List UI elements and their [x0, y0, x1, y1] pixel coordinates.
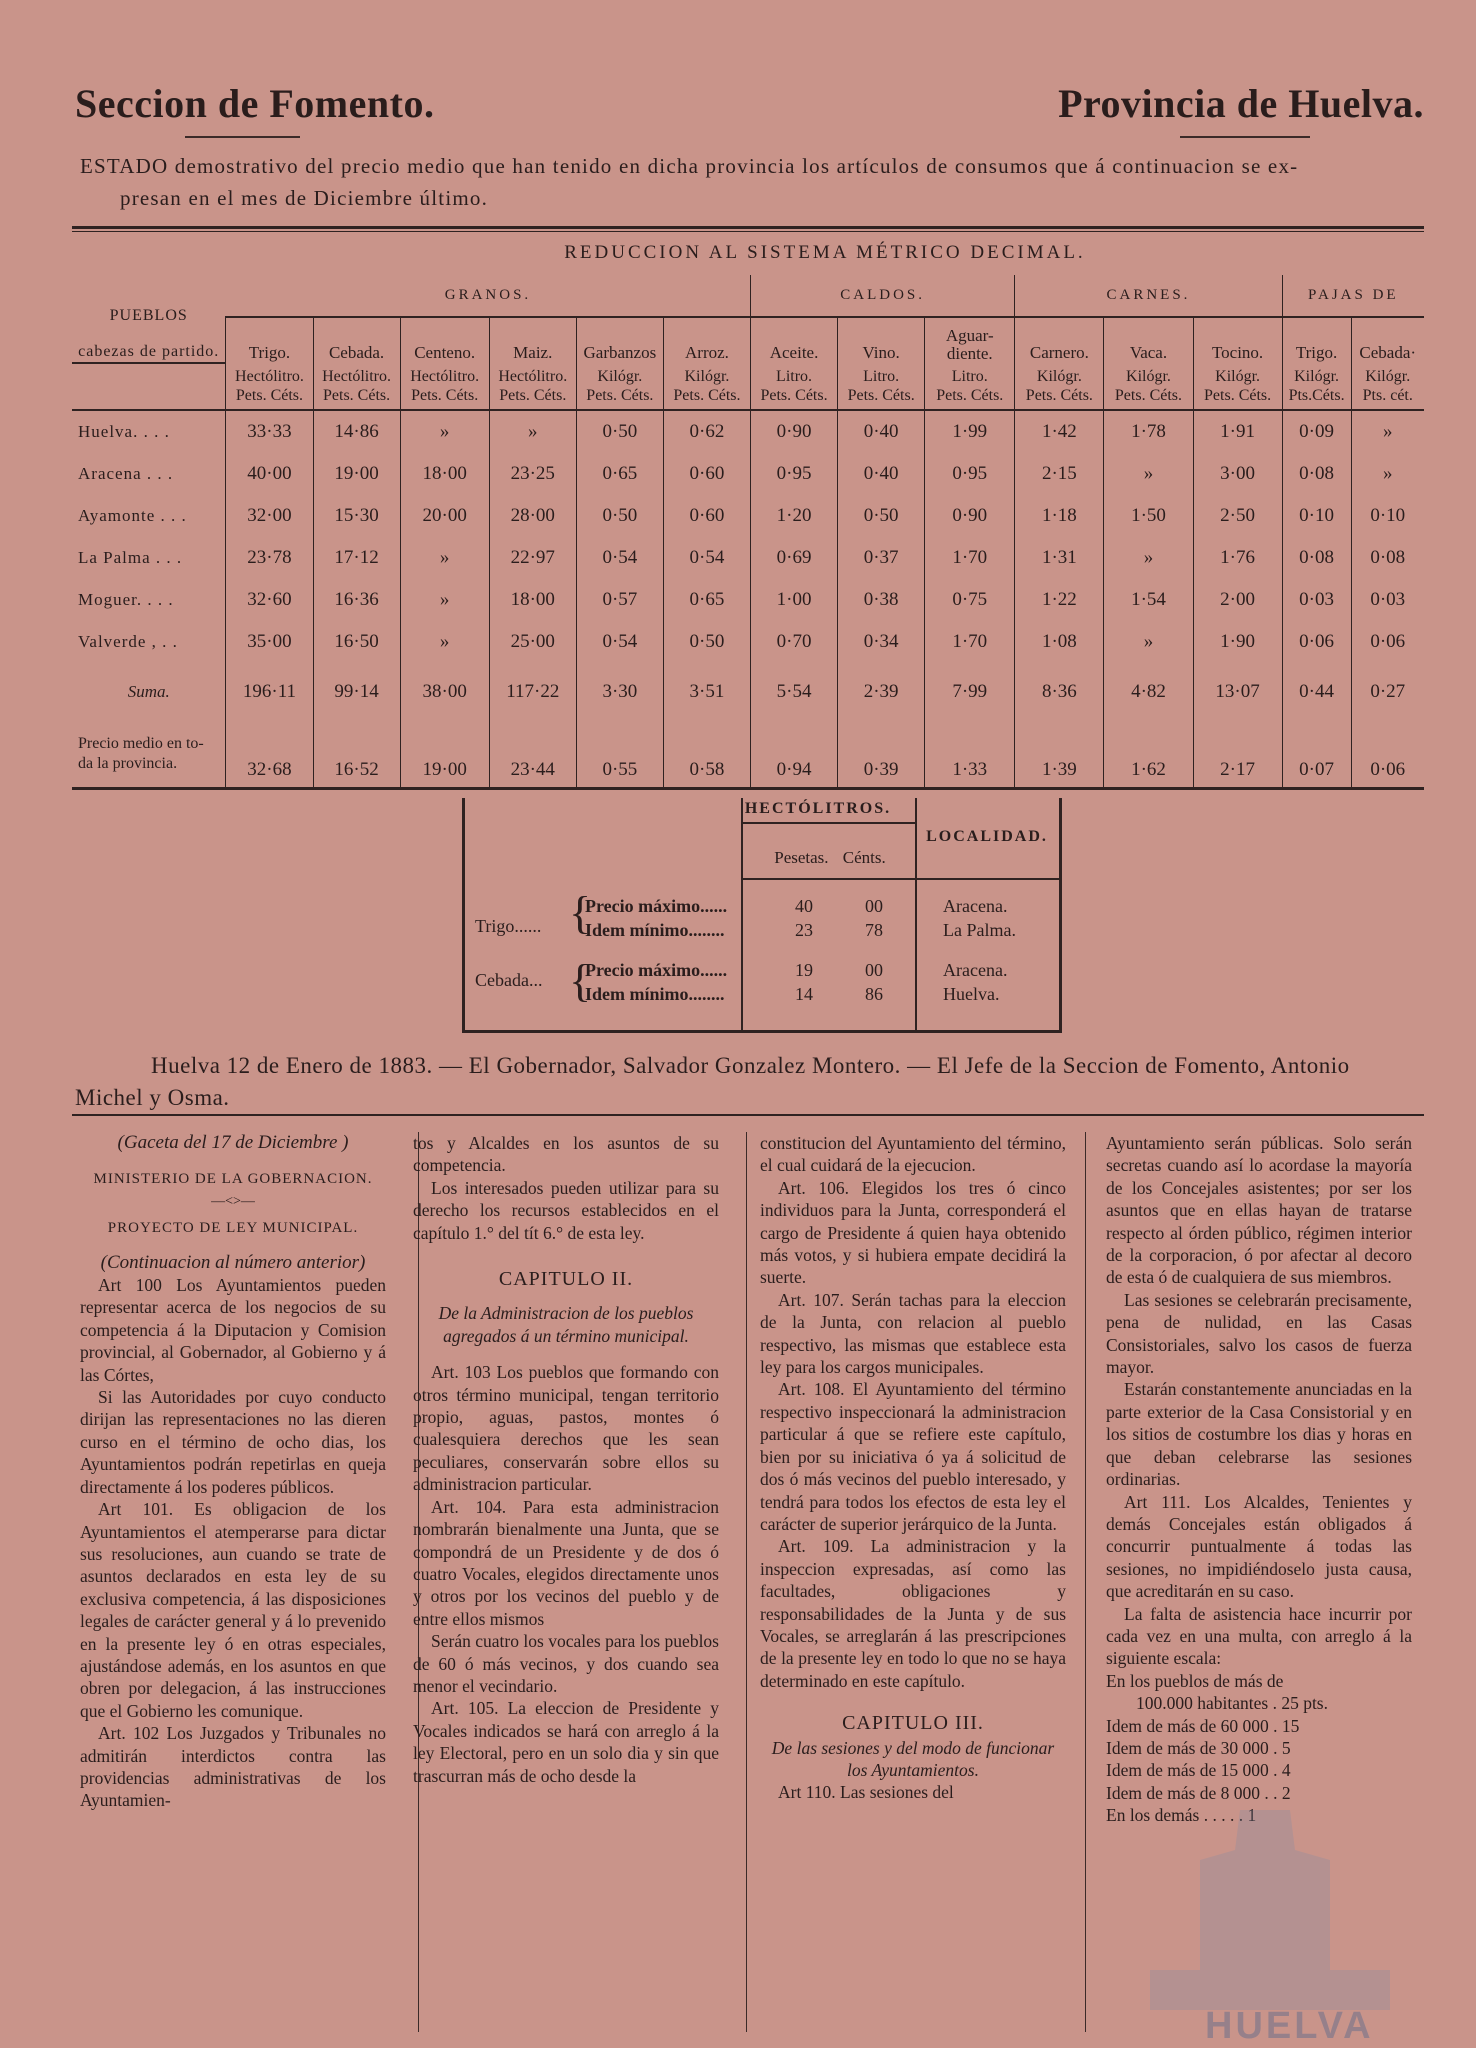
col-name-carnero: Carnero. — [1015, 317, 1104, 363]
trigo-min-pesetas: 23 — [795, 920, 813, 940]
archive-seal-watermark — [1090, 1790, 1420, 2030]
header-ornament-left — [185, 136, 300, 138]
col-unit-label: Kilógr. — [597, 368, 643, 385]
suma-cell: 5·54 — [751, 663, 838, 721]
price-table — [72, 232, 1424, 790]
town-name: Moguer. . . . — [78, 590, 174, 609]
unit-row-spacer — [72, 363, 226, 410]
cebada-max-pesetas: 19 — [795, 960, 813, 980]
price-cell: 1·70 — [925, 621, 1015, 663]
price-cell: » — [400, 621, 489, 663]
col-unit — [489, 363, 576, 410]
price-cell: 0·95 — [751, 453, 838, 495]
intro-paragraph — [80, 150, 1420, 214]
average-cell: 0·39 — [838, 721, 925, 789]
continuation-note: (Continuacion al número anterior) — [100, 1251, 366, 1273]
price-cell: 25·00 — [489, 621, 576, 663]
town-name: Huelva. . . . — [78, 422, 170, 441]
price-cell: 20·00 — [400, 495, 489, 537]
col-unit-label: Hectólitro. — [235, 368, 304, 385]
col-unit — [226, 363, 313, 410]
art-108: Art. 108. El Ayuntamiento del término respectivo inspeccionará la administracion particular á que se refiere este capítulo, bien por su iniciativa ó ya á solicitud de dos ó más vecinos del pueblo interesado, y tendrá para todos los efectos de esta ley el carácter de superior jerárquico de la Junta. — [760, 1379, 1066, 1534]
average-cell: 23·44 — [489, 721, 576, 789]
fine-row: Idem de más de 8 000 . . 2 — [1106, 1782, 1291, 1803]
average-cell: 19·00 — [400, 721, 489, 789]
extremes-table — [462, 798, 1062, 1033]
price-cell: » — [1104, 453, 1193, 495]
average-cell: 1·62 — [1104, 721, 1193, 789]
price-cell: 14·86 — [313, 410, 400, 453]
col-unit — [1351, 363, 1424, 410]
average-cell: 0·07 — [1282, 721, 1351, 789]
group-carnes: CARNES. — [1015, 275, 1282, 317]
price-cell: 23·78 — [226, 537, 313, 579]
table-row — [72, 453, 1424, 495]
col-unit — [838, 363, 925, 410]
col-unit — [1193, 363, 1282, 410]
art-104: Art. 104. Para esta administracion nombrarán bienalmente una Junta, que se compondrá de un Presidente y de dos ó cuatro Vocales, elegidos directamente unos y otros por los vecinos del pueblo y de entre ellos mismos — [413, 1496, 719, 1629]
pueblos-header — [72, 232, 226, 363]
cents-header: Cénts. — [842, 848, 886, 867]
price-cell: 15·30 — [313, 495, 400, 537]
average-cell: 1·39 — [1015, 721, 1104, 789]
col-unit-sub: Pets. Céts. — [673, 387, 741, 404]
capitulo-iii-title: De las sesiones y del modo de funcionar los Ayuntamientos. — [771, 1737, 1055, 1780]
col-unit-label: Hectólitro. — [322, 368, 391, 385]
art-111: Art 111. Los Alcaldes, Tenientes y demás Concejales están obligados á concurrir puntualmente á todas las sesiones, no impidiéndoselo justa causa, que acreditarán en su caso. — [1106, 1491, 1412, 1602]
average-cell: 2·17 — [1193, 721, 1282, 789]
average-cell: 0·06 — [1351, 721, 1424, 789]
price-cell: 0·90 — [751, 410, 838, 453]
price-cell: 17·12 — [313, 537, 400, 579]
suma-cell: 38·00 — [400, 663, 489, 721]
cebada-min-pesetas: 14 — [795, 984, 813, 1004]
col-unit — [400, 363, 489, 410]
average-cell: 1·33 — [925, 721, 1015, 789]
price-cell: 0·40 — [838, 410, 925, 453]
col-name-aguardiente: Aguar-diente. — [925, 317, 1015, 363]
col-unit-sub: Pts. cét. — [1362, 387, 1413, 404]
price-cell: 0·08 — [1351, 537, 1424, 579]
col-name-maiz: Maiz. — [489, 317, 576, 363]
price-cell: 32·00 — [226, 495, 313, 537]
price-cell: 0·62 — [663, 410, 750, 453]
price-cell: 1·76 — [1193, 537, 1282, 579]
price-cell: 1·78 — [1104, 410, 1193, 453]
col-unit-label: Litro. — [863, 368, 900, 385]
art-103: Art. 103 Los pueblos que formando con otros término municipal, tengan territorio propio, aguas, pastos, montes ó cualesquiera derechos que les sean peculiares, conservarán sobre ellos su administracion particular. — [413, 1362, 719, 1495]
col-name-paja-trigo: Trigo. — [1282, 317, 1351, 363]
extremes-divider-1 — [741, 798, 743, 1030]
localidad-header: LOCALIDAD. — [926, 828, 1048, 845]
table-row — [72, 495, 1424, 537]
col-unit-label: Kilógr. — [1215, 368, 1261, 385]
price-cell: 2·15 — [1015, 453, 1104, 495]
price-cell: 0·50 — [663, 621, 750, 663]
cebada-min-cents: 86 — [865, 984, 883, 1004]
price-cell: 1·99 — [925, 410, 1015, 453]
col-unit — [1104, 363, 1193, 410]
col-unit-sub: Pts.Céts. — [1288, 387, 1345, 404]
art-102-cont: tos y Alcaldes en los asuntos de su competencia. — [413, 1133, 719, 1176]
art-102-b: Los interesados pueden utilizar para su derecho los recursos establecidos en el capítulo 1.° del tít 6.° de esta ley. — [413, 1177, 719, 1243]
price-cell: 0·34 — [838, 621, 925, 663]
suma-cell: 2·39 — [838, 663, 925, 721]
price-cell: 18·00 — [489, 579, 576, 621]
price-cell: 2·00 — [1193, 579, 1282, 621]
header-ornament-right — [1180, 136, 1310, 138]
average-label-line-2: da la provincia. — [78, 755, 178, 772]
capitulo-ii-title: De la Administracion de los pueblos agregados á un término municipal. — [438, 1303, 694, 1346]
gazette-column-4 — [1106, 1132, 1412, 1827]
art-106: Art. 106. Elegidos los tres ó cinco individuos para la Junta, corresponderá el cargo de Presidente á quien haya obtenido más votos, y si hubiera empate decidirá la suerte. — [760, 1177, 1066, 1288]
pueblos-label: PUEBLOS — [109, 307, 188, 324]
price-cell: 0·38 — [838, 579, 925, 621]
price-cell: 0·09 — [1282, 410, 1351, 453]
col-unit — [925, 363, 1015, 410]
price-cell: » — [400, 537, 489, 579]
col-unit-label: Hectólitro. — [498, 368, 568, 385]
price-cell: 28·00 — [489, 495, 576, 537]
col-unit-sub: Pets. Céts. — [1025, 387, 1093, 404]
pesetas-cents-header — [750, 848, 910, 868]
cebada-max-cents: 00 — [865, 960, 883, 980]
trigo-min-cents: 78 — [865, 920, 883, 940]
pesetas-header: Pesetas. — [774, 848, 829, 867]
gazette-column-1 — [80, 1132, 386, 1812]
average-cell: 0·94 — [751, 721, 838, 789]
art-105-cont: constitucion del Ayuntamiento del término, el cual cuidará de la ejecucion. — [760, 1133, 1066, 1176]
trigo-max-pesetas: 40 — [795, 896, 813, 916]
art-101: Art 101. Es obligacion de los Ayuntamientos el atemperarse para dictar sus resoluciones, aun cuando se trate de asuntos declarados en esta ley de su exclusiva competencia, á las disposiciones legales de carácter general y á lo prevenido en la presente ley ó en otras especiales, ajustándose además, en los asuntos en que obren por delegacion, á las instrucciones que el Gobierno les comunique. — [80, 1499, 386, 1721]
table-row — [72, 579, 1424, 621]
price-cell: 1·18 — [1015, 495, 1104, 537]
price-cell: 0·54 — [576, 621, 663, 663]
col-unit-sub: Pets. Céts. — [235, 387, 304, 404]
art-104-b: Serán cuatro los vocales para los pueblos de 60 ó más vecinos, y dos cuando sea menor el vecindario. — [413, 1631, 719, 1696]
trigo-max-loc: Aracena. — [943, 896, 1008, 916]
suma-cell: 99·14 — [313, 663, 400, 721]
price-cell: 0·65 — [576, 453, 663, 495]
signature-line-2: Michel y Osma. — [75, 1085, 230, 1110]
fine-row: Idem de más de 60 000 . 15 — [1106, 1715, 1300, 1736]
col-unit-sub: Pets. Céts. — [1114, 387, 1183, 404]
price-cell: 0·50 — [576, 495, 663, 537]
col-unit-sub: Pets. Céts. — [1204, 387, 1272, 404]
price-cell: 2·50 — [1193, 495, 1282, 537]
average-cell: 32·68 — [226, 721, 313, 789]
price-cell: 1·91 — [1193, 410, 1282, 453]
price-cell: 0·06 — [1351, 621, 1424, 663]
suma-row — [72, 663, 1424, 721]
price-cell: 0·08 — [1282, 537, 1351, 579]
art-111-b: La falta de asistencia hace incurrir por cada vez en una multa, con arreglo á la siguiente escala: — [1106, 1603, 1412, 1669]
group-caldos: CALDOS. — [751, 275, 1015, 317]
group-granos: GRANOS. — [226, 275, 751, 317]
group-pajas: PAJAS DE — [1282, 275, 1424, 317]
price-cell: 3·00 — [1193, 453, 1282, 495]
price-cell: 1·50 — [1104, 495, 1193, 537]
art-109: Art. 109. La administracion y la inspeccion expresadas, así como las facultades, obligaciones y responsabilidades de la Junta y de sus Vocales, se arreglarán á las prescripciones de la presente ley en todo lo que no se haya determinado en este capítulo. — [760, 1536, 1066, 1691]
extremes-rule-1 — [741, 822, 917, 824]
price-cell: » — [1104, 537, 1193, 579]
art-110-c: Estarán constantemente anunciadas en la parte exterior de la Casa Consistorial y en los sitios de costumbre los dias y horas en que deban celebrarse las sesiones ordinarias. — [1106, 1379, 1412, 1490]
price-cell: 1·00 — [751, 579, 838, 621]
price-cell: 0·10 — [1282, 495, 1351, 537]
price-cell: 0·08 — [1282, 453, 1351, 495]
price-cell: 23·25 — [489, 453, 576, 495]
price-cell: » — [400, 410, 489, 453]
col-unit-sub: Pets. Céts. — [323, 387, 391, 404]
project-title: PROYECTO DE LEY MUNICIPAL. — [107, 1220, 359, 1237]
price-cell: 1·31 — [1015, 537, 1104, 579]
col-unit — [313, 363, 400, 410]
col-unit-sub: Pets. Céts. — [847, 387, 915, 404]
section-title: Seccion de Fomento. — [75, 81, 435, 126]
price-cell: 0·54 — [663, 537, 750, 579]
average-row — [72, 721, 1424, 789]
unit-row — [72, 363, 1424, 410]
art-110-cont: Ayuntamiento serán públicas. Solo serán secretas cuando así lo acordase la mayoría de los Concejales asistentes; por ser los asuntos que en ellas hayan de tratarse respecto al órden público, régimen interior de la corporacion, ó por afectar al decoro de esta ó de cualquiera de sus miembros. — [1106, 1133, 1412, 1288]
price-cell: 0·65 — [663, 579, 750, 621]
col-name-trigo: Trigo. — [226, 317, 313, 363]
price-cell: 1·22 — [1015, 579, 1104, 621]
fine-row: Idem de más de 30 000 . 5 — [1106, 1737, 1291, 1758]
hectolitros-header: HECTÓLITROS. — [744, 800, 892, 817]
col-unit-label: Litro. — [951, 368, 988, 385]
price-cell: 0·70 — [751, 621, 838, 663]
table-row — [72, 410, 1424, 453]
ministry-title: MINISTERIO DE LA GOBERNACION. — [93, 1171, 373, 1188]
trigo-max-cents: 00 — [865, 896, 883, 916]
trigo-max-kind: Precio máximo...... — [585, 896, 728, 916]
trigo-brace: { — [569, 887, 592, 938]
town-name: Ayamonte . . . — [78, 506, 187, 525]
price-cell: 0·54 — [576, 537, 663, 579]
price-cell: 0·50 — [576, 410, 663, 453]
price-cell: 0·10 — [1351, 495, 1424, 537]
watermark-text: HUELVA — [1205, 2005, 1374, 2047]
col-unit — [576, 363, 663, 410]
price-cell: 0·03 — [1282, 579, 1351, 621]
suma-label: Suma. — [127, 682, 170, 701]
col-name-garbanzos: Garbanzos — [576, 317, 663, 363]
fine-row: En los demás . . . . . 1 — [1106, 1805, 1257, 1826]
cebada-label: Cebada... — [475, 970, 543, 990]
col-name-cebada: Cebada. — [313, 317, 400, 363]
col-name-vino: Vino. — [838, 317, 925, 363]
ornament-separator: —<>— — [211, 1193, 255, 1209]
intro-line-2: presan en el mes de Diciembre último. — [120, 186, 489, 210]
col-unit-label: Kilógr. — [1036, 368, 1082, 385]
suma-cell: 13·07 — [1193, 663, 1282, 721]
art-100-b: Si las Autoridades por cuyo conducto dirijan las representaciones no las dieren curso en el término de ocho dias, los Ayuntamientos podrán repetirlas en queja directamente á los poderes públicos. — [80, 1387, 386, 1497]
average-cell: 0·58 — [663, 721, 750, 789]
suma-cell: 0·27 — [1351, 663, 1424, 721]
gazette-top-rule — [72, 1114, 1424, 1116]
suma-cell: 3·30 — [576, 663, 663, 721]
signature-block — [75, 1050, 1425, 1114]
price-cell: 1·20 — [751, 495, 838, 537]
col-unit-sub: Pets. Céts. — [499, 387, 567, 404]
price-cell: 22·97 — [489, 537, 576, 579]
fine-row: 100.000 habitantes . 25 pts. — [1136, 1693, 1328, 1714]
cabezas-label: cabezas de partido. — [78, 343, 220, 360]
price-cell: 1·90 — [1193, 621, 1282, 663]
town-name: Valverde , . . — [78, 632, 178, 651]
average-label-line-1: Precio medio en to- — [78, 735, 204, 752]
col-unit-label: Kilógr. — [684, 368, 730, 385]
art-110: Art 110. Las sesiones del — [778, 1782, 954, 1803]
gazette-column-2 — [413, 1132, 719, 1787]
town-name: Aracena . . . — [78, 464, 174, 483]
capitulo-ii: CAPITULO II. — [498, 1268, 634, 1291]
cebada-min-kind: Idem mínimo........ — [585, 984, 725, 1004]
price-cell: 0·60 — [663, 495, 750, 537]
town-name: La Palma . . . — [78, 548, 183, 567]
col-unit — [1015, 363, 1104, 410]
capitulo-iii: CAPITULO III. — [842, 1712, 984, 1735]
price-cell: 0·60 — [663, 453, 750, 495]
col-unit-label: Litro. — [776, 368, 813, 385]
cebada-max-loc: Aracena. — [943, 960, 1008, 980]
price-table-body — [72, 410, 1424, 789]
table-row — [72, 537, 1424, 579]
suma-cell: 4·82 — [1104, 663, 1193, 721]
price-cell: 0·06 — [1282, 621, 1351, 663]
cebada-min-loc: Huelva. — [943, 984, 1000, 1004]
price-cell: 18·00 — [400, 453, 489, 495]
price-cell: 0·37 — [838, 537, 925, 579]
suma-cell: 8·36 — [1015, 663, 1104, 721]
art-105: Art. 105. La eleccion de Presidente y Vocales indicados se hará con arreglo á la ley Electoral, pero en un solo dia y sin que trascurran más de ocho desde la — [413, 1698, 719, 1786]
price-cell: » — [1351, 410, 1424, 453]
gazette-column-3 — [760, 1132, 1066, 1804]
price-cell: 19·00 — [313, 453, 400, 495]
col-unit-label: Kilógr. — [1365, 368, 1411, 385]
col-name-vaca: Vaca. — [1104, 317, 1193, 363]
suma-cell: 196·11 — [226, 663, 313, 721]
suma-cell: 117·22 — [489, 663, 576, 721]
average-cell: 16·52 — [313, 721, 400, 789]
gazette-source: (Gaceta del 17 de Diciembre ) — [117, 1132, 349, 1153]
col-unit-sub: Pets. Céts. — [936, 387, 1004, 404]
price-cell: 33·33 — [226, 410, 313, 453]
price-cell: 0·03 — [1351, 579, 1424, 621]
art-107: Art. 107. Serán tachas para la eleccion de la Junta, con relacion al pueblo respectivo, las mismas que establece esta ley para los cargos municipales. — [760, 1289, 1066, 1378]
fine-row: En los pueblos de más de — [1106, 1670, 1284, 1691]
intro-line-1: ESTADO demostrativo del precio medio que han tenido en dicha provincia los artículos de consumos que á continuacion se ex- — [80, 154, 1299, 178]
cebada-max-kind: Precio máximo...... — [585, 960, 728, 980]
art-100: Art 100 Los Ayuntamientos pueden representar acerca de los negocios de su competencia á la Diputacion y Comision provincial, al Gobernador, al Gobierno y á las Córtes, — [80, 1275, 386, 1385]
suma-cell: 3·51 — [663, 663, 750, 721]
suma-cell: 7·99 — [925, 663, 1015, 721]
average-cell: 0·55 — [576, 721, 663, 789]
table-row — [72, 621, 1424, 663]
price-cell: 0·75 — [925, 579, 1015, 621]
extremes-rule-2 — [741, 878, 1059, 880]
col-unit — [751, 363, 838, 410]
price-cell: » — [400, 579, 489, 621]
suma-cell: 0·44 — [1282, 663, 1351, 721]
trigo-min-loc: La Palma. — [943, 920, 1016, 940]
col-unit-label: Kilógr. — [1126, 368, 1171, 385]
price-cell: 1·08 — [1015, 621, 1104, 663]
signature-line-1: Huelva 12 de Enero de 1883. — El Gobernador, Salvador Gonzalez Montero. — El Jefe de la Seccion de Fomento, Antonio — [151, 1053, 1350, 1078]
col-name-paja-cebada: Cebada· — [1351, 317, 1424, 363]
price-cell: 1·70 — [925, 537, 1015, 579]
col-unit-label: Hectólitro. — [410, 368, 480, 385]
col-unit-label: Kilógr. — [1294, 368, 1340, 385]
price-cell: 0·50 — [838, 495, 925, 537]
price-cell: 1·54 — [1104, 579, 1193, 621]
price-cell: 0·57 — [576, 579, 663, 621]
price-cell: 40·00 — [226, 453, 313, 495]
price-cell: 16·50 — [313, 621, 400, 663]
col-name-tocino: Tocino. — [1193, 317, 1282, 363]
cebada-brace: { — [569, 955, 592, 1006]
price-cell: 35·00 — [226, 621, 313, 663]
col-unit — [1282, 363, 1351, 410]
price-cell: » — [1104, 621, 1193, 663]
col-unit-sub: Pets. Céts. — [411, 387, 479, 404]
province-title: Provincia de Huelva. — [1058, 81, 1424, 126]
reduction-title: REDUCCION AL SISTEMA MÉTRICO DECIMAL. — [564, 242, 1086, 264]
average-label — [72, 721, 226, 789]
price-cell: 0·90 — [925, 495, 1015, 537]
col-name-arroz: Arroz. — [663, 317, 750, 363]
price-cell: » — [489, 410, 576, 453]
art-102: Art. 102 Los Juzgados y Tribunales no admitirán interdictos contra las providencias administrativas de los Ayuntamien- — [80, 1723, 386, 1811]
price-cell: 0·95 — [925, 453, 1015, 495]
price-cell: 32·60 — [226, 579, 313, 621]
trigo-min-kind: Idem mínimo........ — [585, 920, 725, 940]
col-unit — [663, 363, 750, 410]
col-name-aceite: Aceite. — [751, 317, 838, 363]
price-cell: » — [1351, 453, 1424, 495]
price-cell: 1·42 — [1015, 410, 1104, 453]
trigo-label: Trigo...... — [475, 916, 542, 936]
col-unit-sub: Pets. Céts. — [760, 387, 828, 404]
price-cell: 0·40 — [838, 453, 925, 495]
fine-row: Idem de más de 15 000 . 4 — [1106, 1760, 1291, 1781]
price-cell: 0·69 — [751, 537, 838, 579]
price-cell: 16·36 — [313, 579, 400, 621]
art-110-b: Las sesiones se celebrarán precisamente, pena de nulidad, en las Casas Consistoriales, salvo los casos de fuerza mayor. — [1106, 1289, 1412, 1378]
col-name-centeno: Centeno. — [400, 317, 489, 363]
col-unit-sub: Pets. Céts. — [586, 387, 654, 404]
table-top-rule — [72, 226, 1424, 229]
